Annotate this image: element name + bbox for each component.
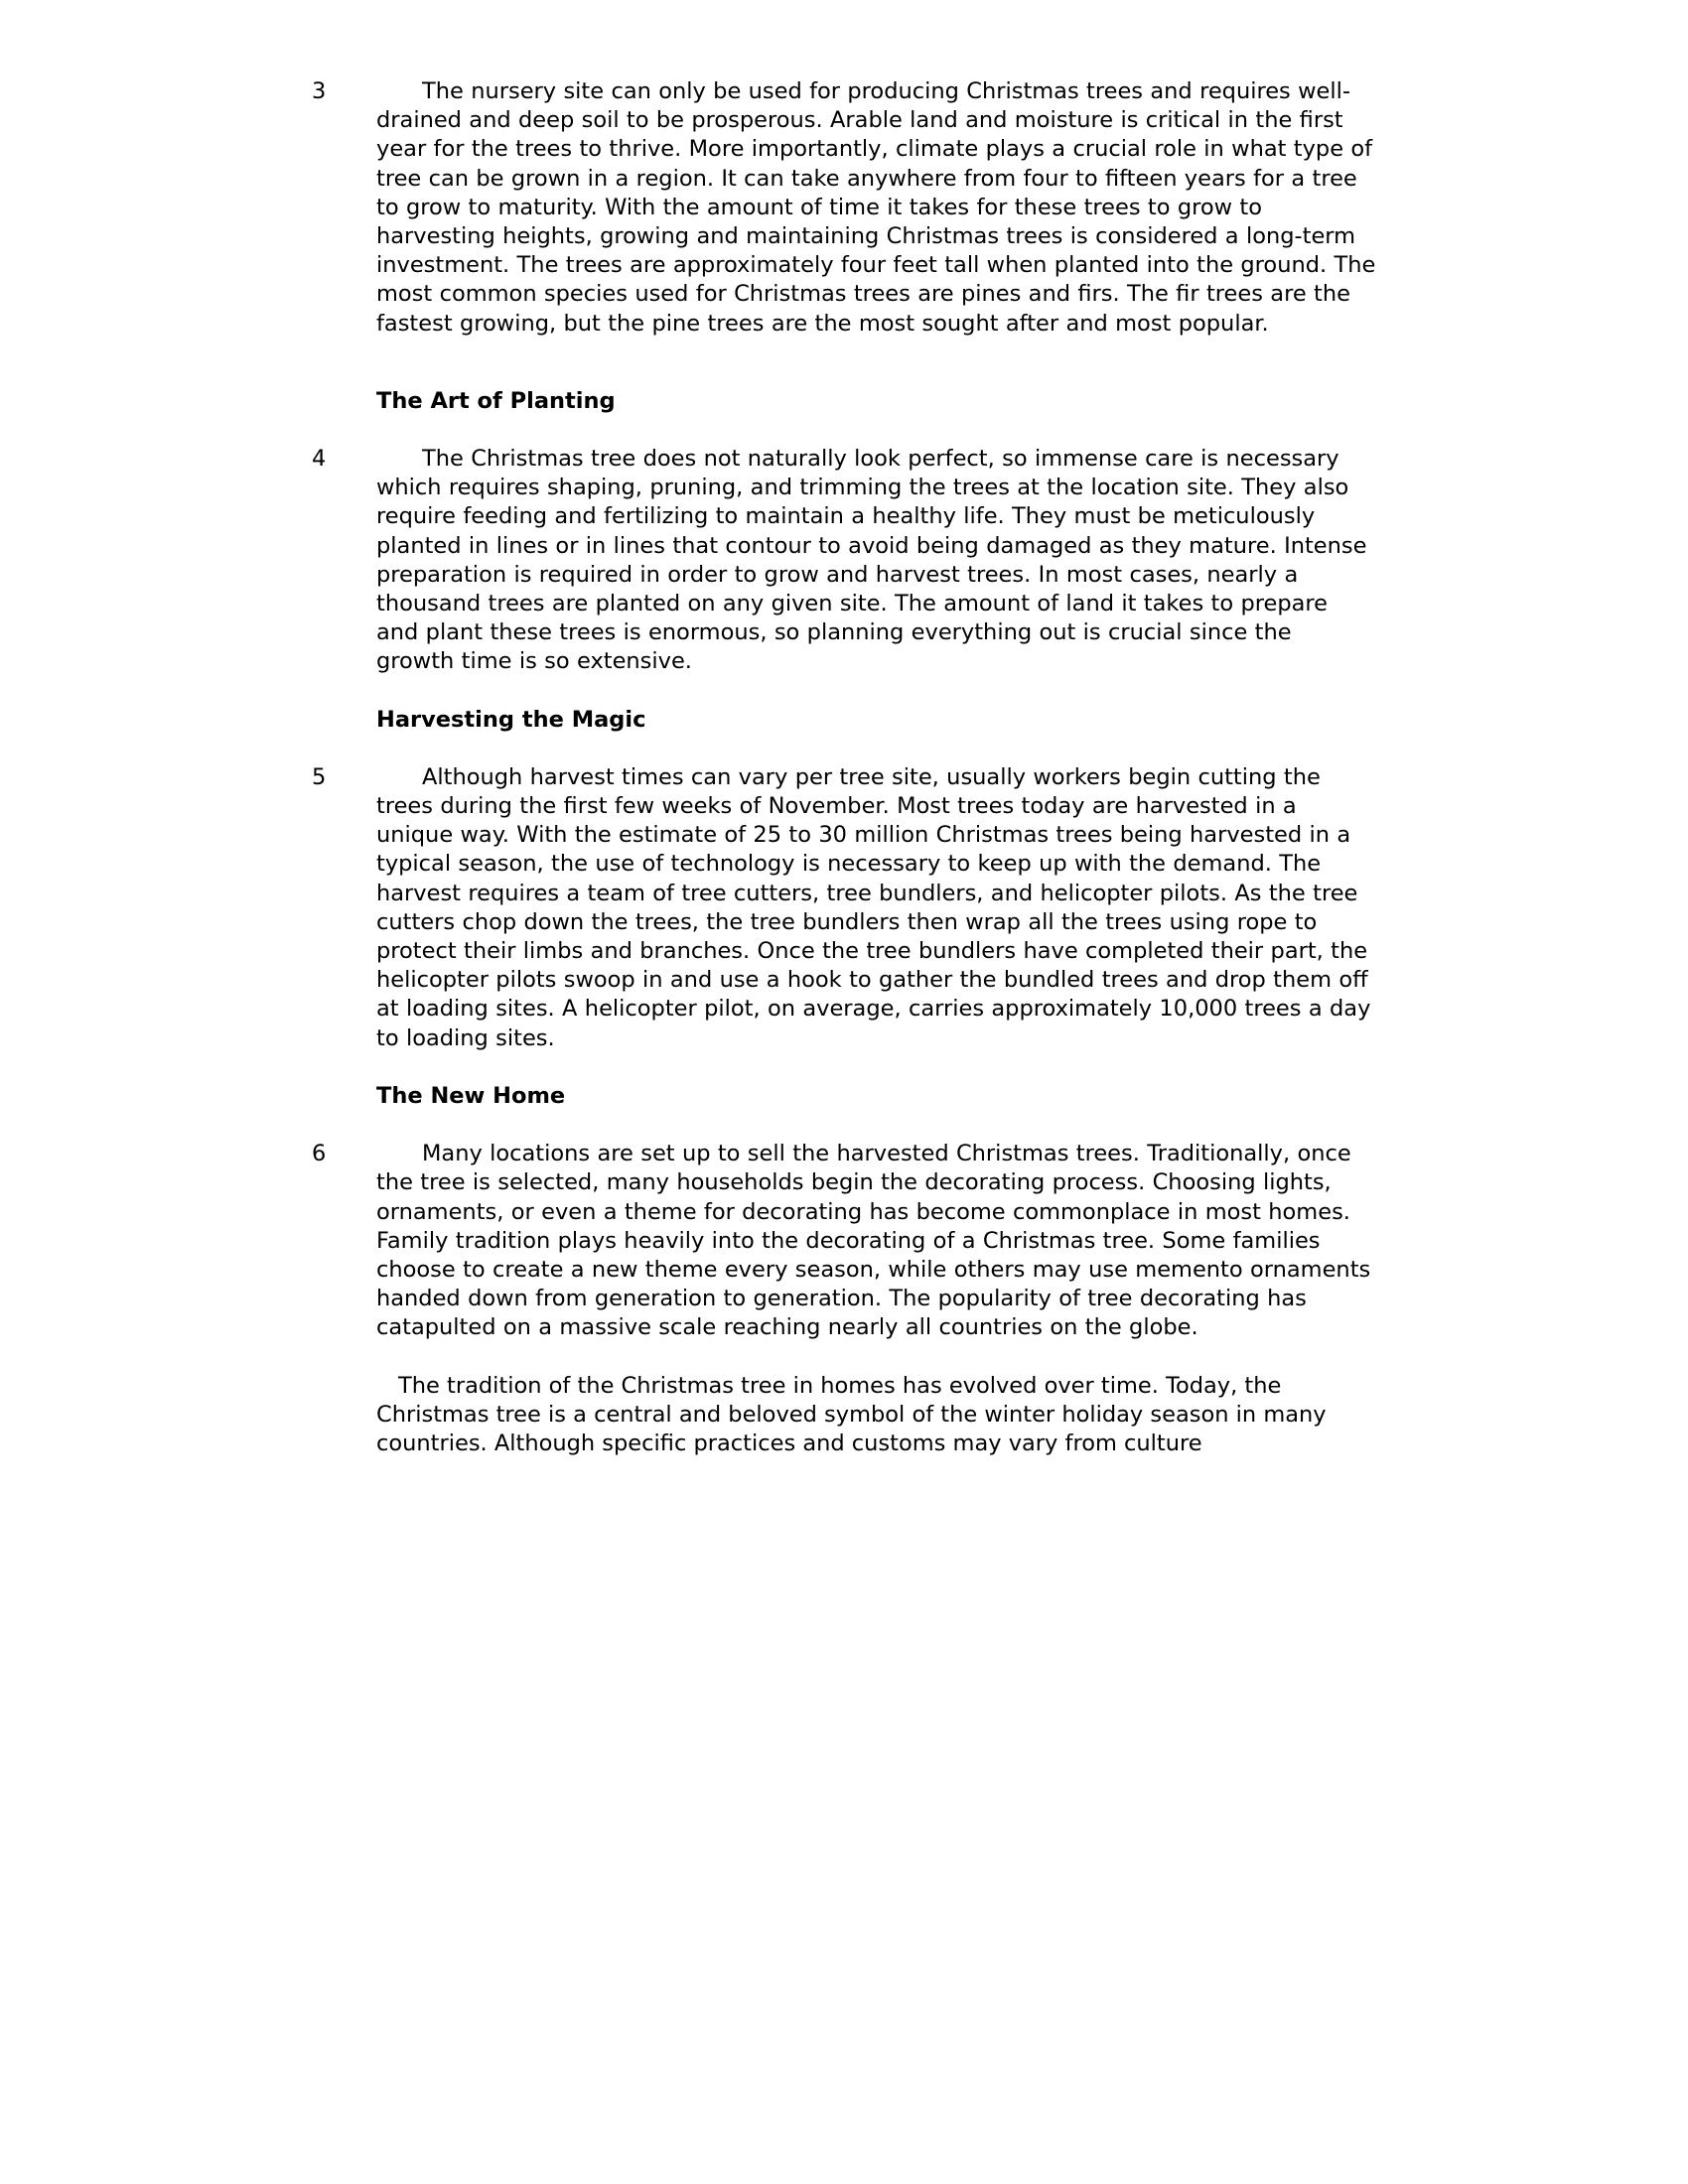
spacer [312,1111,1376,1140]
section-heading-the-new-home: The New Home [376,1082,566,1109]
paragraph-text-3 [376,77,1376,339]
document-page [240,0,1448,2184]
spacer [312,416,1376,445]
closing-paragraph-body: The tradition of the Christmas tree in homes has evolved over time. Today, the Christmas tree is a central and beloved symbol of the winter holiday season in many countries. Although specific practices and customs may vary from culture [376,1372,1327,1456]
spacer [312,339,1376,387]
paragraph-body-5: Although harvest times can vary per tree site, usually workers begin cutting the trees during the first few weeks of November. Most trees today are harvested in a unique way. With the estimate of 25 to 30 million Christmas trees being harvested in a typical season, the use of technology is necessary to keep up with the demand. The harvest requires a team of tree cutters, tree bundlers, and helicopter pilots. As the tree cutters chop down the trees, the tree bundlers then wrap all the trees using rope to protect their limbs and branches. Once the tree bundlers have completed their part, the helicopter pilots swoop in and use a hook to gather the bundled trees and drop them off at loading sites. A helicopter pilot, on average, carries approximately 10,000 trees a day to loading sites. [376,763,1371,1051]
paragraph-body-6: Many locations are set up to sell the harvested Christmas trees. Traditionally, once the tree is selected, many households begin the decorating process. Choosing lights, ornaments, or even a theme for decorating has become commonplace in most homes. Family tradition plays heavily into the decorating of a Christmas tree. Some families choose to create a new theme every season, while others may use memento ornaments handed down from generation to generation. The popularity of tree decorating has catapulted on a massive scale reaching nearly all countries on the globe. [376,1141,1371,1341]
numbered-paragraph-4 [312,445,1376,677]
spacer [312,735,1376,763]
numbered-paragraph-6 [312,1140,1376,1342]
paragraph-text-4 [376,445,1376,677]
section-heading-art-of-planting: The Art of Planting [376,387,616,414]
spacer [312,677,1376,706]
paragraph-number-5: 5 [312,763,327,790]
numbered-paragraph-3 [312,77,1376,339]
section-heading-harvesting-the-magic: Harvesting the Magic [376,706,646,733]
paragraph-body-4: The Christmas tree does not naturally look perfect, so immense care is necessary which requires shaping, pruning, and trimming the trees at the location site. They also require feeding and fertilizing to maintain a healthy life. They must be meticulously planted in lines or in lines that contour to avoid being damaged as they mature. Intense preparation is required in order to grow and harvest trees. In most cases, nearly a thousand trees are planted on any given site. The amount of land it takes to prepare and plant these trees is enormous, so planning everything out is crucial since the growth time is so extensive. [376,446,1367,675]
paragraph-body-3: The nursery site can only be used for producing Christmas trees and requires well-drained and deep soil to be prosperous. Arable land and moisture is critical in the first year for the trees to thrive. More importantly, climate plays a crucial role in what type of tree can be grown in a region. It can take anywhere from four to fifteen years for a tree to grow to maturity. With the amount of time it takes for these trees to grow to harvesting heights, growing and maintaining Christmas trees is considered a long-term investment. The trees are approximately four feet tall when planted into the ground. The most common species used for Christmas trees are pines and firs. The fir trees are the fastest growing, but the pine trees are the most sought after and most popular. [376,78,1376,337]
paragraph-text-5 [376,763,1376,1053]
document-content [240,0,1448,1458]
paragraph-number-4: 4 [312,446,327,473]
spacer [312,1053,1376,1082]
spacer [312,1343,1376,1372]
closing-paragraph [376,1372,1376,1459]
paragraph-text-6 [376,1140,1376,1342]
numbered-paragraph-5 [312,763,1376,1053]
paragraph-number-3: 3 [312,78,327,104]
paragraph-number-6: 6 [312,1141,327,1167]
